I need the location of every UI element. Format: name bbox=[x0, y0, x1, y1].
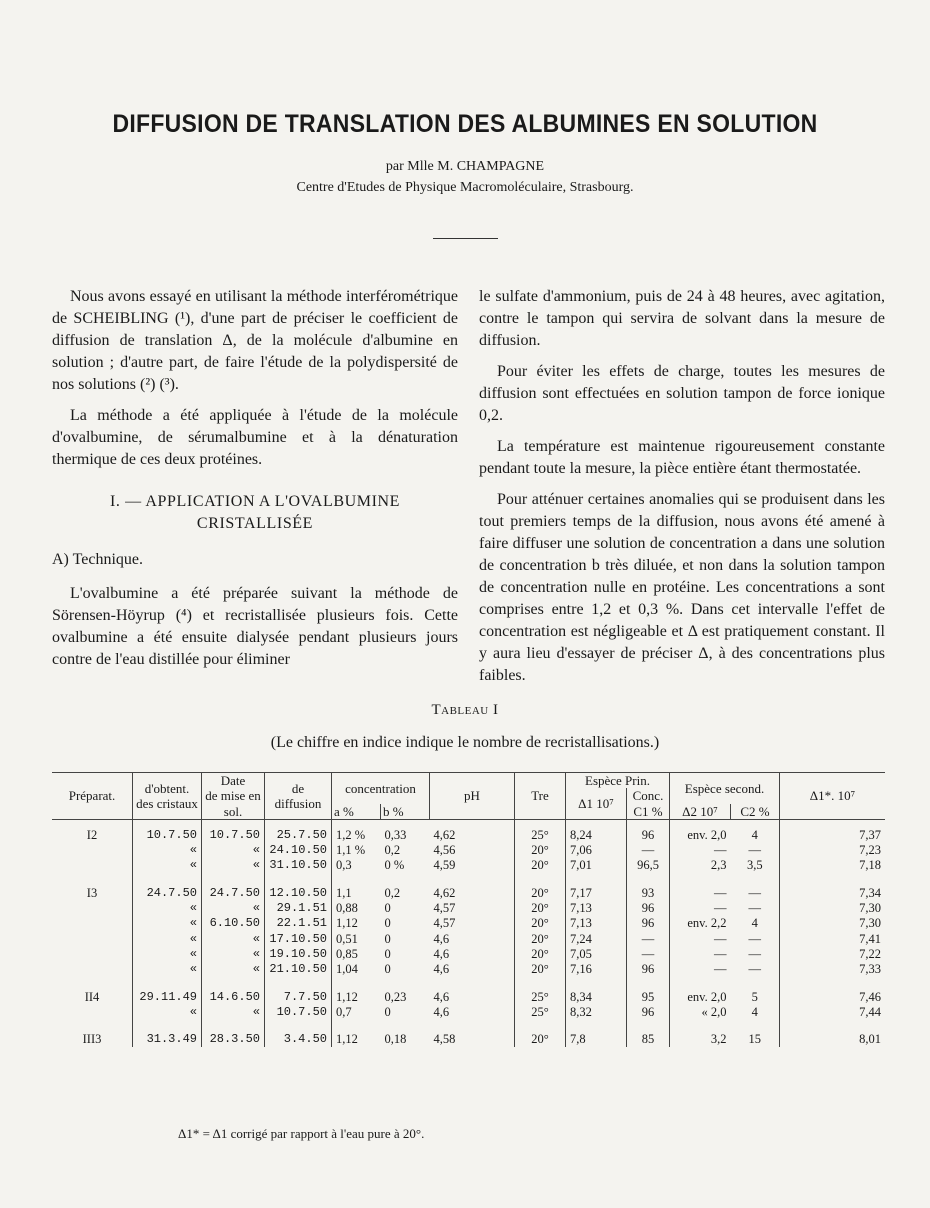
table-cell-b: 0,2 bbox=[384, 885, 401, 900]
table-cell-t: 20° bbox=[515, 858, 566, 873]
header-delta2: Δ2 10⁷ bbox=[670, 804, 731, 820]
table-cell-t: 25° bbox=[515, 1005, 566, 1020]
table-cell-c2: — bbox=[731, 932, 780, 947]
table-cell-ds: 8,01 bbox=[859, 1032, 881, 1047]
table-cell-t: 20° bbox=[515, 962, 566, 977]
table-footnote: Δ1* = Δ1 corrigé par rapport à l'eau pure à 20°. bbox=[178, 1126, 425, 1141]
table-cell-diff: 22.1.51 bbox=[265, 916, 332, 931]
section-heading bbox=[52, 491, 458, 535]
table-cell-ph: 4,6 bbox=[430, 947, 515, 962]
header-delta1: Δ1 10⁷ bbox=[566, 788, 627, 819]
table-cell-c2: 3,5 bbox=[731, 858, 780, 873]
table-cell-ds: 7,23 bbox=[859, 843, 881, 858]
table-cell-t: 25° bbox=[515, 828, 566, 843]
table-cell-t: 20° bbox=[515, 901, 566, 916]
paragraph: Pour atténuer certaines anomalies qui se produisent dans les tout premiers temps de la diffusion, nous avons été amené à faire diffuser une solution de concentration a dans une solution de concentration b très diluée, et non dans la solution tampon de concentration nulle en protéine. Les concentrations a sont comprises entre 1,2 et 0,3 %. Dans cet intervalle l'effet de concentration est négligeable et Δ est pratiquement constant. Il y aura lieu d'essayer de préciser Δ, à des concentrations plus faibles. bbox=[479, 491, 885, 684]
table-cell-obtent: « bbox=[133, 962, 202, 977]
table-cell-diff: 3.4.50 bbox=[265, 1032, 332, 1047]
table-cell-ph: 4,57 bbox=[430, 916, 515, 931]
table-cell-mise: 28.3.50 bbox=[202, 1032, 265, 1047]
header-diffusion: de diffusion bbox=[265, 773, 332, 820]
row-spacer bbox=[52, 874, 885, 886]
header-obtent: d'obtent. des cristaux bbox=[133, 773, 202, 820]
table-cell-ph: 4,62 bbox=[430, 828, 515, 843]
table-cell-ph: 4,6 bbox=[430, 990, 515, 1005]
table-cell-prep: I2 bbox=[52, 828, 133, 843]
table-cell-ds: 7,18 bbox=[859, 858, 881, 873]
left-column bbox=[52, 286, 458, 680]
paragraph: La température est maintenue rigoureusement constante pendant toute la mesure, la pièce entière étant thermostatée. bbox=[479, 438, 885, 477]
table-cell-a: 1,12 bbox=[336, 989, 358, 1004]
table-row bbox=[52, 947, 885, 962]
table-cell-c1: 96 bbox=[627, 828, 670, 843]
table-cell-b: 0 bbox=[384, 1004, 391, 1019]
table-cell-prep bbox=[52, 858, 133, 873]
table-cell-prep: II4 bbox=[52, 990, 133, 1005]
table-cell-c1: — bbox=[627, 932, 670, 947]
table-row bbox=[52, 962, 885, 977]
table-cell-c1: 93 bbox=[627, 886, 670, 901]
subsection-heading: A) Technique. bbox=[52, 551, 143, 568]
header-a: a % bbox=[332, 804, 381, 820]
header-mise-en-sol: de mise en sol. bbox=[202, 788, 265, 819]
table-cell-a: 0,88 bbox=[336, 901, 358, 916]
table-cell-d2: 3,2 bbox=[710, 1032, 727, 1047]
table-cell-mise: « bbox=[202, 1005, 265, 1020]
table-cell-t: 20° bbox=[515, 843, 566, 858]
table-cell-ds: 7,30 bbox=[859, 916, 881, 931]
table-cell-obtent: 31.3.49 bbox=[133, 1032, 202, 1047]
table-cell-c2: 4 bbox=[731, 916, 780, 931]
table-cell-mise: « bbox=[202, 962, 265, 977]
table-cell-b: 0,2 bbox=[384, 843, 401, 858]
table-cell-ph: 4,6 bbox=[430, 932, 515, 947]
table-cell-t: 20° bbox=[515, 947, 566, 962]
table-cell-diff: 7.7.50 bbox=[265, 990, 332, 1005]
table-cell-ds: 7,22 bbox=[859, 946, 881, 961]
header-espece-secondaire: Espèce second. bbox=[670, 773, 780, 804]
table-cell-mise: « bbox=[202, 843, 265, 858]
table-row bbox=[52, 1032, 885, 1047]
table-cell-ds: 7,37 bbox=[859, 827, 881, 842]
table-row bbox=[52, 886, 885, 901]
table-cell-d2: — bbox=[714, 901, 727, 916]
table-row bbox=[52, 858, 885, 873]
table-cell-t: 25° bbox=[515, 990, 566, 1005]
table-cell-t: 20° bbox=[515, 1032, 566, 1047]
table-cell-ph: 4,6 bbox=[430, 1005, 515, 1020]
paragraph: La méthode a été appliquée à l'étude de la molécule d'ovalbumine, de sérumalbumine et à la dénaturation thermique de ces deux protéines. bbox=[52, 407, 458, 468]
table-cell-c1: — bbox=[627, 843, 670, 858]
table-caption: (Le chiffre en indice indique le nombre de recristallisations.) bbox=[270, 734, 660, 751]
table-cell-b: 0 bbox=[384, 946, 391, 961]
table-cell-diff: 12.10.50 bbox=[265, 886, 332, 901]
table-cell-prep bbox=[52, 947, 133, 962]
table-cell-d2: 2,3 bbox=[710, 858, 727, 873]
table-cell-diff: 17.10.50 bbox=[265, 932, 332, 947]
table-cell-a: 0,85 bbox=[336, 946, 358, 961]
table-cell-ph: 4,59 bbox=[430, 858, 515, 873]
table-cell-ds: 7,33 bbox=[859, 962, 881, 977]
table-cell-c2: 5 bbox=[731, 990, 780, 1005]
header-conc: Conc. bbox=[627, 788, 670, 803]
header-concentration: concentration bbox=[332, 773, 430, 804]
table-cell-a: 0,3 bbox=[336, 858, 352, 873]
table-cell-c2: — bbox=[731, 901, 780, 916]
header-date: Date bbox=[202, 773, 265, 789]
table-cell-c1: 96 bbox=[627, 1005, 670, 1020]
title-divider bbox=[433, 238, 498, 239]
table-cell-mise: 14.6.50 bbox=[202, 990, 265, 1005]
table-cell-d1: 7,17 bbox=[566, 886, 627, 901]
paragraph: Nous avons essayé en utilisant la méthode interférométrique de SCHEIBLING (¹), d'une part de préciser le coefficient de diffusion de translation Δ, de la molécule d'albumine en solution ; d'autre part, de faire l'étude de la polydispersité de nos solutions (²) (³). bbox=[52, 288, 458, 393]
table-cell-mise: « bbox=[202, 858, 265, 873]
table-cell-d2: — bbox=[714, 843, 727, 858]
table-cell-diff: 19.10.50 bbox=[265, 947, 332, 962]
table-cell-diff: 31.10.50 bbox=[265, 858, 332, 873]
table-cell-d2: — bbox=[714, 931, 727, 946]
table-cell-obtent: « bbox=[133, 1005, 202, 1020]
table-cell-prep bbox=[52, 932, 133, 947]
table-cell-c2: 15 bbox=[731, 1032, 780, 1047]
table-cell-a: 1,1 bbox=[336, 885, 352, 900]
table-cell-obtent: « bbox=[133, 858, 202, 873]
table-cell-a: 1,1 % bbox=[336, 843, 366, 858]
table-cell-d2: — bbox=[714, 946, 727, 961]
table-cell-d2: — bbox=[714, 885, 727, 900]
table-cell-d1: 7,13 bbox=[566, 916, 627, 931]
author-affiliation: Centre d'Etudes de Physique Macromoléculaire, Strasbourg. bbox=[296, 180, 634, 195]
table-cell-c1: 96 bbox=[627, 962, 670, 977]
table-cell-t: 20° bbox=[515, 886, 566, 901]
table-cell-ds: 7,44 bbox=[859, 1004, 881, 1019]
table-cell-d1: 7,16 bbox=[566, 962, 627, 977]
row-spacer bbox=[52, 819, 885, 828]
table-cell-obtent: « bbox=[133, 916, 202, 931]
table-cell-prep bbox=[52, 901, 133, 916]
table-cell-a: 1,12 bbox=[336, 1032, 358, 1047]
table-cell-b: 0,33 bbox=[384, 827, 407, 842]
table-cell-prep bbox=[52, 916, 133, 931]
header-ph: pH bbox=[430, 773, 515, 820]
table-cell-diff: 25.7.50 bbox=[265, 828, 332, 843]
row-spacer bbox=[52, 1020, 885, 1032]
table-cell-c1: 96,5 bbox=[627, 858, 670, 873]
data-table bbox=[52, 772, 885, 1047]
table-cell-ph: 4,56 bbox=[430, 843, 515, 858]
table-cell-c1: 96 bbox=[627, 916, 670, 931]
table-cell-b: 0 bbox=[384, 901, 391, 916]
table-cell-b: 0,18 bbox=[384, 1032, 407, 1047]
table-cell-mise: « bbox=[202, 932, 265, 947]
table-row bbox=[52, 916, 885, 931]
table-cell-b: 0,23 bbox=[384, 989, 407, 1004]
table-cell-ds: 7,34 bbox=[859, 885, 881, 900]
table-cell-obtent: 24.7.50 bbox=[133, 886, 202, 901]
table-cell-b: 0 bbox=[384, 931, 391, 946]
table-cell-a: 1,2 % bbox=[336, 827, 366, 842]
table-cell-d2: env. 2,0 bbox=[687, 827, 727, 842]
table-cell-c2: — bbox=[731, 843, 780, 858]
table-cell-d2: env. 2,0 bbox=[687, 989, 727, 1004]
author-byline: par Mlle M. CHAMPAGNE bbox=[385, 159, 545, 174]
table-cell-t: 20° bbox=[515, 916, 566, 931]
table-cell-obtent: « bbox=[133, 947, 202, 962]
table-cell-obtent: 10.7.50 bbox=[133, 828, 202, 843]
table-cell-c1: 96 bbox=[627, 901, 670, 916]
table-cell-d1: 8,32 bbox=[566, 1005, 627, 1020]
table-cell-diff: 21.10.50 bbox=[265, 962, 332, 977]
table-row bbox=[52, 932, 885, 947]
table-cell-d1: 7,05 bbox=[566, 947, 627, 962]
table-cell-obtent: 29.11.49 bbox=[133, 990, 202, 1005]
table-cell-d1: 7,01 bbox=[566, 858, 627, 873]
table-cell-b: 0 bbox=[384, 962, 391, 977]
table-cell-obtent: « bbox=[133, 932, 202, 947]
table-row bbox=[52, 901, 885, 916]
header-delta-corrected: Δ1*. 10⁷ bbox=[780, 773, 886, 820]
paragraph: Pour éviter les effets de charge, toutes les mesures de diffusion sont effectuées en solution tampon de force ionique 0,2. bbox=[479, 363, 885, 424]
table-cell-obtent: « bbox=[133, 843, 202, 858]
table-cell-c1: — bbox=[627, 947, 670, 962]
table-cell-b: 0 bbox=[384, 916, 391, 931]
header-c1: C1 % bbox=[627, 804, 670, 820]
table-cell-c2: — bbox=[731, 962, 780, 977]
paragraph: le sulfate d'ammonium, puis de 24 à 48 heures, avec agitation, contre le tampon qui servira de solvant dans la mesure de diffusion. bbox=[479, 288, 885, 349]
table-cell-mise: 6.10.50 bbox=[202, 916, 265, 931]
table-cell-c2: 4 bbox=[731, 828, 780, 843]
table-cell-c2: — bbox=[731, 947, 780, 962]
table-cell-ph: 4,62 bbox=[430, 886, 515, 901]
table-cell-c1: 95 bbox=[627, 990, 670, 1005]
table-cell-d1: 7,13 bbox=[566, 901, 627, 916]
table-cell-diff: 24.10.50 bbox=[265, 843, 332, 858]
section-heading-line: I. — APPLICATION A L'OVALBUMINE bbox=[109, 493, 401, 510]
table-cell-ds: 7,46 bbox=[859, 989, 881, 1004]
table-cell-prep bbox=[52, 843, 133, 858]
table-cell-c1: 85 bbox=[627, 1032, 670, 1047]
table-cell-d1: 7,06 bbox=[566, 843, 627, 858]
table-cell-d2: — bbox=[714, 962, 727, 977]
table-cell-d1: 7,8 bbox=[566, 1032, 627, 1047]
table-cell-a: 1,12 bbox=[336, 916, 358, 931]
table-cell-ph: 4,57 bbox=[430, 901, 515, 916]
table-cell-ph: 4,58 bbox=[430, 1032, 515, 1047]
table-cell-mise: « bbox=[202, 901, 265, 916]
table-cell-d1: 8,34 bbox=[566, 990, 627, 1005]
header-b: b % bbox=[381, 804, 430, 820]
header-preparation: Préparat. bbox=[52, 773, 133, 820]
table-cell-c2: — bbox=[731, 886, 780, 901]
header-c2: C2 % bbox=[731, 804, 780, 820]
table-row bbox=[52, 828, 885, 843]
table-cell-a: 1,04 bbox=[336, 962, 358, 977]
table-cell-obtent: « bbox=[133, 901, 202, 916]
table-cell-mise: 10.7.50 bbox=[202, 828, 265, 843]
table-row bbox=[52, 990, 885, 1005]
table-cell-prep bbox=[52, 1005, 133, 1020]
row-spacer bbox=[52, 978, 885, 990]
paper-title: DIFFUSION DE TRANSLATION DES ALBUMINES EN SOLUTION bbox=[112, 110, 818, 138]
table-cell-ph: 4,6 bbox=[430, 962, 515, 977]
paragraph: L'ovalbumine a été préparée suivant la méthode de Sörensen-Höyrup (⁴) et recristallisée plusieurs fois. Cette ovalbumine a été ensuite dialysée pendant plusieurs jours contre de l'eau distillée pour éliminer bbox=[52, 585, 458, 668]
table-cell-diff: 29.1.51 bbox=[265, 901, 332, 916]
table-body bbox=[52, 819, 885, 1047]
header-temperature: Tre bbox=[515, 773, 566, 820]
table-title: Tableau I bbox=[431, 702, 499, 718]
table-cell-t: 20° bbox=[515, 932, 566, 947]
table-cell-ds: 7,41 bbox=[859, 931, 881, 946]
table-cell-c2: 4 bbox=[731, 1005, 780, 1020]
header-espece-principale: Espèce Prin. bbox=[566, 773, 670, 789]
table-cell-a: 0,51 bbox=[336, 931, 358, 946]
right-column bbox=[479, 286, 885, 696]
table-row bbox=[52, 843, 885, 858]
table-cell-d1: 8,24 bbox=[566, 828, 627, 843]
table-row bbox=[52, 1005, 885, 1020]
table-cell-prep: I3 bbox=[52, 886, 133, 901]
section-heading-line: CRISTALLISÉE bbox=[196, 515, 314, 532]
table-cell-b: 0 % bbox=[384, 858, 405, 873]
table-cell-a: 0,7 bbox=[336, 1004, 352, 1019]
table-cell-prep: III3 bbox=[52, 1032, 133, 1047]
table-cell-diff: 10.7.50 bbox=[265, 1005, 332, 1020]
table-cell-d2: env. 2,2 bbox=[687, 916, 727, 931]
table-cell-ds: 7,30 bbox=[859, 901, 881, 916]
table-cell-mise: 24.7.50 bbox=[202, 886, 265, 901]
table-cell-d2: « 2,0 bbox=[701, 1004, 727, 1019]
table-cell-d1: 7,24 bbox=[566, 932, 627, 947]
table-cell-mise: « bbox=[202, 947, 265, 962]
table-cell-prep bbox=[52, 962, 133, 977]
